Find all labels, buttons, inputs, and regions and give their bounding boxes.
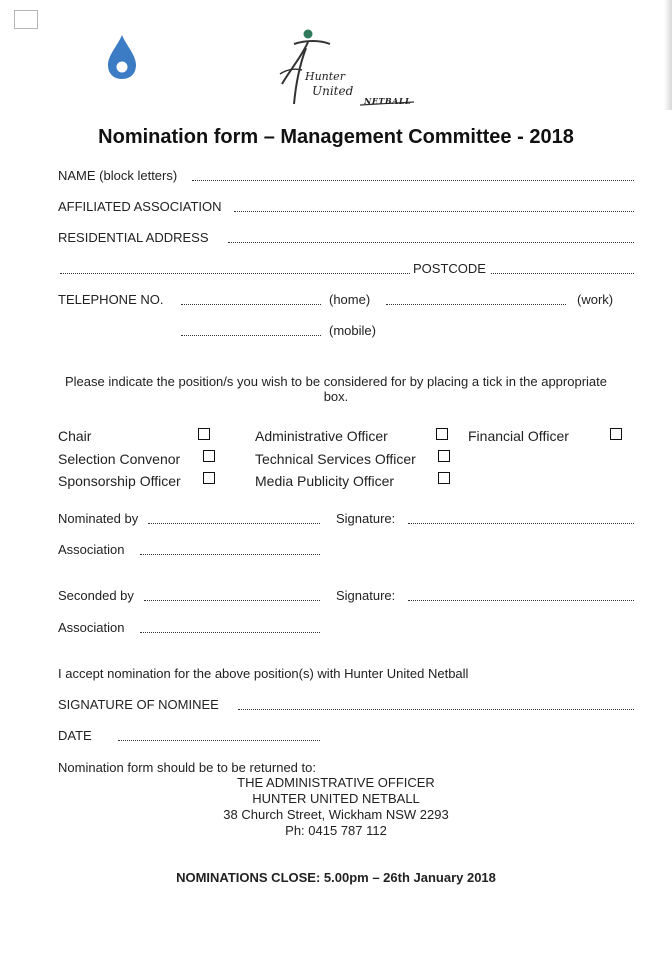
- nominated-by-label: Nominated by: [58, 511, 139, 526]
- position-financial-officer-checkbox[interactable]: [610, 428, 622, 440]
- position-financial-officer-label: Financial Officer: [468, 428, 569, 444]
- affiliated-association-label: AFFILIATED ASSOCIATION: [58, 199, 222, 214]
- nominator-association-field[interactable]: [140, 554, 320, 555]
- name-field[interactable]: [192, 180, 634, 181]
- corner-checkbox[interactable]: [14, 10, 38, 29]
- home-phone-field[interactable]: [181, 304, 321, 305]
- nominator-signature-field[interactable]: [408, 523, 634, 524]
- seconder-signature-field[interactable]: [408, 600, 634, 601]
- position-chair-checkbox[interactable]: [198, 428, 210, 440]
- instruction-line-1: Please indicate the position/s you wish to be considered for by placing a tick in the appropriate: [65, 374, 607, 389]
- return-intro: Nomination form should be to be returned to:: [58, 760, 316, 775]
- position-chair-label: Chair: [58, 428, 92, 444]
- page-edge-shadow: [664, 0, 672, 110]
- mobile-phone-field[interactable]: [181, 335, 321, 336]
- position-media-publicity-officer-label: Media Publicity Officer: [255, 473, 395, 489]
- residential-address-field[interactable]: [228, 242, 634, 243]
- instruction-line-2: box.: [323, 389, 349, 404]
- seconder-signature-label: Signature:: [336, 588, 396, 603]
- seconder-association-field[interactable]: [140, 632, 320, 633]
- logo-hunter-text: Hunter: [305, 70, 345, 83]
- logo-netball-text: NETBALL: [364, 96, 412, 106]
- work-phone-field[interactable]: [386, 304, 566, 305]
- mobile-label: (mobile): [329, 323, 376, 338]
- position-sponsorship-officer-label: Sponsorship Officer: [58, 473, 181, 489]
- return-address-line-1: THE ADMINISTRATIVE OFFICER: [237, 775, 435, 790]
- postcode-label: POSTCODE: [413, 261, 486, 276]
- return-address-line-2: HUNTER UNITED NETBALL: [252, 791, 420, 806]
- nominator-association-label: Association: [58, 542, 125, 557]
- position-media-publicity-officer-checkbox[interactable]: [438, 472, 450, 484]
- position-selection-convenor-label: Selection Convenor: [58, 451, 181, 467]
- position-administrative-officer-checkbox[interactable]: [436, 428, 448, 440]
- telephone-label: TELEPHONE NO.: [58, 292, 164, 307]
- nominee-signature-label: SIGNATURE OF NOMINEE: [58, 697, 219, 712]
- postcode-field[interactable]: [491, 273, 634, 274]
- return-address-line-3: 38 Church Street, Wickham NSW 2293: [223, 807, 449, 822]
- nominated-by-field[interactable]: [148, 523, 320, 524]
- seconder-association-label: Association: [58, 620, 125, 635]
- residential-address-label: RESIDENTIAL ADDRESS: [58, 230, 209, 245]
- acceptance-statement: I accept nomination for the above position(s) with Hunter United Netball: [58, 666, 469, 681]
- hunter-united-logo: [272, 26, 422, 110]
- nominator-signature-label: Signature:: [336, 511, 396, 526]
- affiliated-association-field[interactable]: [234, 211, 634, 212]
- return-address-line-4: Ph: 0415 787 112: [285, 823, 387, 838]
- nominations-close: NOMINATIONS CLOSE: 5.00pm – 26th January 2018: [176, 870, 496, 885]
- water-drop-icon: [106, 33, 138, 81]
- nominee-signature-field[interactable]: [238, 709, 634, 710]
- work-label: (work): [577, 292, 614, 307]
- position-selection-convenor-checkbox[interactable]: [203, 450, 215, 462]
- logo-united-text: United: [312, 84, 354, 98]
- name-label: NAME (block letters): [58, 168, 178, 183]
- seconded-by-field[interactable]: [144, 600, 320, 601]
- position-sponsorship-officer-checkbox[interactable]: [203, 472, 215, 484]
- home-label: (home): [329, 292, 371, 307]
- position-technical-services-officer-checkbox[interactable]: [438, 450, 450, 462]
- address-line-2-field[interactable]: [60, 273, 410, 274]
- form-title: Nomination form – Management Committee - 2018: [98, 126, 574, 148]
- date-label: DATE: [58, 728, 92, 743]
- position-administrative-officer-label: Administrative Officer: [255, 428, 388, 444]
- seconded-by-label: Seconded by: [58, 588, 134, 603]
- date-field[interactable]: [118, 740, 320, 741]
- position-technical-services-officer-label: Technical Services Officer: [255, 451, 416, 467]
